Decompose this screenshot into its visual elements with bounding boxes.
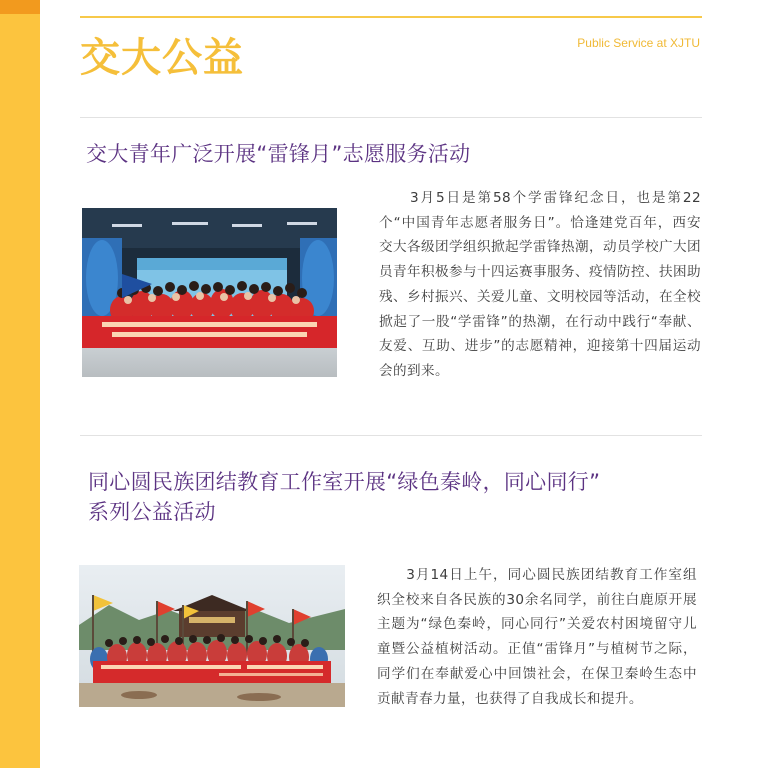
section-subtitle: Public Service at XJTU [577,36,700,50]
article-photo[interactable] [82,208,337,377]
article-title[interactable]: 同心圆民族团结教育工作室开展“绿色秦岭，同心同行” [88,470,601,494]
section-title: 交大公益 [80,35,244,81]
divider [80,435,702,436]
volunteer-group-photo [82,208,337,377]
article-title-continued[interactable]: 系列公益活动 [88,500,216,524]
article-photo[interactable] [79,565,345,707]
article-body: 3月5日是第58个学雷锋纪念日，也是第22个“中国青年志愿者服务日”。恰逢建党百年，西安交大各级团学组织掀起学雷锋热潮，动员学校广大团员青年积极参与十四运赛事服务、疫情防控、扶困助残、乡村振兴、关爱儿童、文明校园等活动，在全校掀起了一股“学雷锋”的热潮，在行动中践行“奉献、友爱、互助、进步”的志愿精神，迎接第十四届运动会的到来。 [379,190,701,379]
header-rule [80,16,702,18]
left-accent-stripe [0,0,40,768]
left-accent-corner [0,0,40,14]
divider [80,117,702,118]
article-title[interactable]: 交大青年广泛开展“雷锋月”志愿服务活动 [86,142,471,166]
tree-planting-group-photo [79,565,345,707]
article-body: 3月14日上午，同心圆民族团结教育工作室组织全校来自各民族的30余名同学，前往白鹿原开展主题为“绿色秦岭，同心同行”关爱农村困境留守儿童暨公益植树活动。正值“雷锋月”与植树节之际，同学们在奉献爱心中回馈社会，在保卫秦岭生态中贡献青春力量，也获得了自我成长和提升。 [377,567,697,707]
